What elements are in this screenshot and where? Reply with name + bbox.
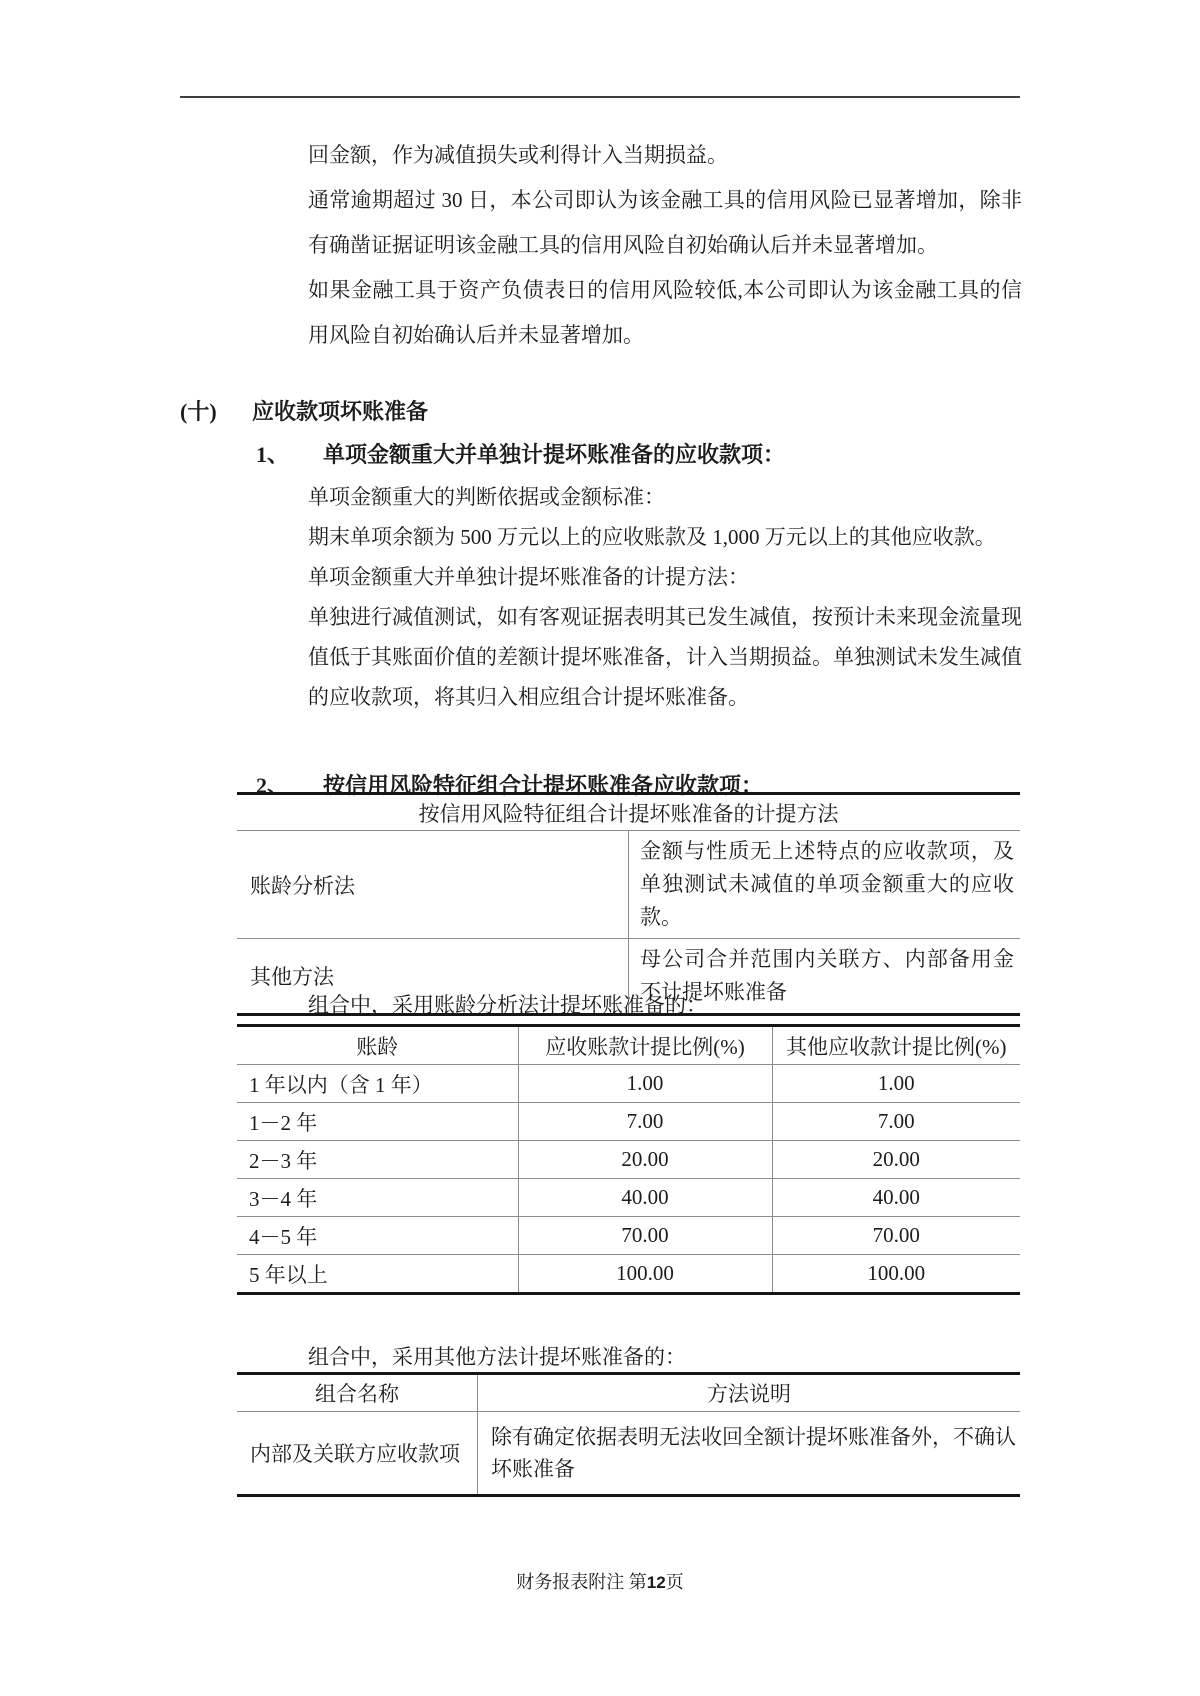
- page-footer: [0, 1569, 1200, 1596]
- table-header-row: [237, 1026, 1020, 1065]
- section-marker: (十): [180, 399, 217, 424]
- intro-paragraphs: [308, 133, 1022, 358]
- ar-ratio-cell: 70.00: [518, 1217, 772, 1255]
- aging-cell: 2－3 年: [237, 1141, 518, 1179]
- table-row: [237, 1141, 1020, 1179]
- subsection-1-body: [308, 477, 1022, 717]
- paragraph: 单项金额重大的判断依据或金额标准：: [308, 485, 665, 509]
- method-desc-cell: 金额与性质无上述特点的应收款项，及单独测试未减值的单项金额重大的应收款。: [629, 831, 1021, 939]
- paragraph: 回金额，作为减值损失或利得计入当期损益。: [308, 143, 728, 167]
- section-heading: [180, 398, 428, 426]
- section-title: 应收款项坏账准备: [252, 399, 429, 424]
- other-ratio-cell: 100.00: [772, 1255, 1020, 1294]
- method-name-cell: 账龄分析法: [237, 831, 629, 939]
- table-header-row: [237, 794, 1020, 831]
- column-header-group-name: 组合名称: [315, 1382, 399, 1406]
- aging-cell: 1 年以内（含 1 年）: [237, 1065, 518, 1103]
- subsection-2-title: 按信用风险特征组合计提坏账准备应收款项：: [323, 773, 764, 798]
- other-ratio-cell: 70.00: [772, 1217, 1020, 1255]
- aging-cell: 5 年以上: [237, 1255, 518, 1294]
- paragraph: 如果金融工具于资产负债表日的信用风险较低,本公司即认为该金融工具的信用风险自初始确认后并未显著增加。: [308, 278, 1022, 347]
- subsection-1-title: 单项金额重大并单独计提坏账准备的应收款项：: [323, 442, 786, 467]
- ar-ratio-cell: 20.00: [518, 1141, 772, 1179]
- other-table-caption: 组合中，采用其他方法计提坏账准备的：: [308, 1345, 686, 1369]
- paragraph: 期末单项余额为 500 万元以上的应收账款及 1,000 万元以上的其他应收款。: [308, 525, 996, 549]
- column-header-other-ratio: 其他应收款计提比例(%): [772, 1026, 1020, 1065]
- other-ratio-cell: 40.00: [772, 1179, 1020, 1217]
- ar-ratio-cell: 7.00: [518, 1103, 772, 1141]
- table-row: [237, 1217, 1020, 1255]
- method-name-cell: 其他方法: [237, 939, 629, 1015]
- table-row: [237, 1103, 1020, 1141]
- paragraph: 单独进行减值测试，如有客观证据表明其已发生减值，按预计未来现金流量现值低于其账面价值的差额计提坏账准备，计入当期损益。单独测试未发生减值的应收款项，将其归入相应组合计提坏账准备。: [308, 605, 1022, 709]
- method-desc-cell: 母公司合并范围内关联方、内部备用金不计提坏账准备: [629, 939, 1021, 1015]
- table-row: [237, 1255, 1020, 1294]
- aging-table-caption: 组合中，采用账龄分析法计提坏账准备的：: [308, 993, 707, 1017]
- footer-suffix: 页: [665, 1572, 684, 1592]
- subsection-1-heading: [256, 441, 785, 469]
- table-row: [237, 1412, 1020, 1496]
- paragraph: 通常逾期超过 30 日，本公司即认为该金融工具的信用风险已显著增加，除非有确凿证据证明该金融工具的信用风险自初始确认后并未显著增加。: [308, 188, 1022, 257]
- other-ratio-cell: 7.00: [772, 1103, 1020, 1141]
- ar-ratio-cell: 100.00: [518, 1255, 772, 1294]
- aging-cell: 1－2 年: [237, 1103, 518, 1141]
- method-desc-cell: 除有确定依据表明无法收回全额计提坏账准备外，不确认坏账准备: [478, 1412, 1021, 1496]
- credit-risk-method-table: [237, 792, 1020, 1016]
- column-header-aging: 账龄: [356, 1034, 399, 1059]
- other-ratio-cell: 20.00: [772, 1141, 1020, 1179]
- table-row: [237, 1065, 1020, 1103]
- table-row: [237, 831, 1020, 939]
- subsection-2-marker: 2、: [256, 773, 290, 798]
- column-header-method-desc: 方法说明: [478, 1374, 1021, 1412]
- footer-label: 财务报表附注 第: [516, 1572, 647, 1592]
- table-span-header: 按信用风险特征组合计提坏账准备的计提方法: [418, 801, 839, 826]
- subsection-1-marker: 1、: [256, 442, 290, 467]
- group-name-cell: 内部及关联方应收款项: [237, 1412, 478, 1496]
- aging-cell: 3－4 年: [237, 1179, 518, 1217]
- paragraph: 单项金额重大并单独计提坏账准备的计提方法：: [308, 565, 749, 589]
- ar-ratio-cell: 1.00: [518, 1065, 772, 1103]
- table-header-row: [237, 1374, 1020, 1412]
- column-header-ar-ratio: 应收账款计提比例(%): [518, 1026, 772, 1065]
- page-number: 12: [646, 1573, 666, 1592]
- ar-ratio-cell: 40.00: [518, 1179, 772, 1217]
- other-ratio-cell: 1.00: [772, 1065, 1020, 1103]
- aging-cell: 4－5 年: [237, 1217, 518, 1255]
- other-methods-table: [237, 1372, 1020, 1497]
- table-row: [237, 1179, 1020, 1217]
- aging-analysis-table: [237, 1024, 1020, 1295]
- header-rule: [180, 96, 1020, 98]
